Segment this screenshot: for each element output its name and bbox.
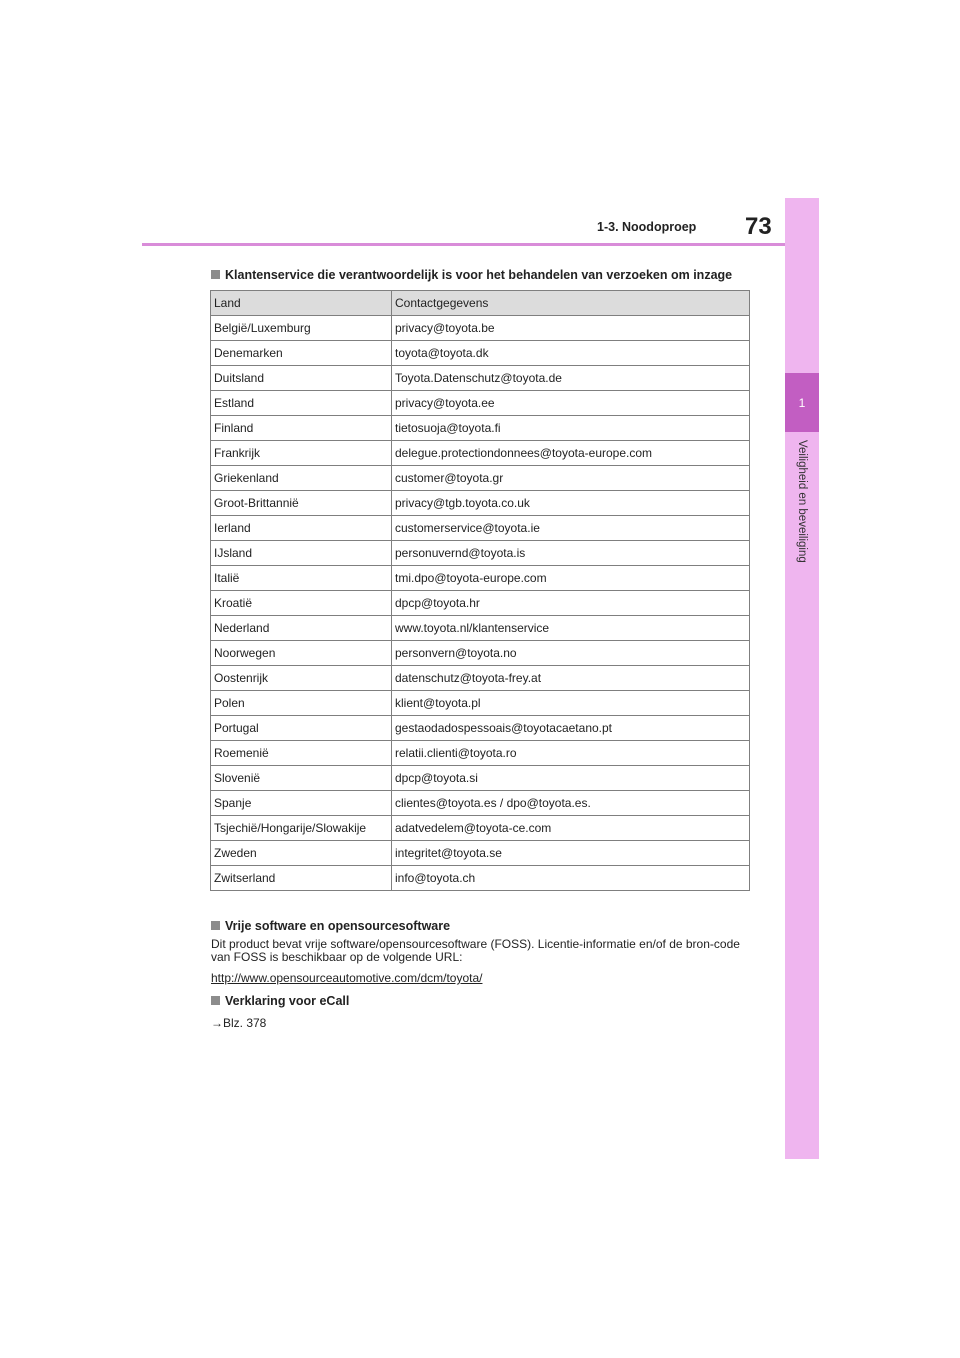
table-row xyxy=(211,366,750,391)
table-row xyxy=(211,441,750,466)
country-cell: Groot-Brittannië xyxy=(211,491,392,516)
country-cell: Denemarken xyxy=(211,341,392,366)
table-row xyxy=(211,491,750,516)
table-row xyxy=(211,716,750,741)
square-bullet-icon xyxy=(211,270,220,279)
contact-cell: dpcp@toyota.si xyxy=(392,766,750,791)
page-number: 73 xyxy=(745,213,772,240)
column-header-country: Land xyxy=(211,291,392,316)
chapter-number: 1 xyxy=(785,373,819,432)
contact-cell: privacy@toyota.ee xyxy=(392,391,750,416)
contact-cell: privacy@toyota.be xyxy=(392,316,750,341)
ecall-heading xyxy=(211,994,349,1008)
table-row xyxy=(211,641,750,666)
table-row xyxy=(211,591,750,616)
contact-cell: klient@toyota.pl xyxy=(392,691,750,716)
contact-cell: relatii.clienti@toyota.ro xyxy=(392,741,750,766)
contact-cell: integritet@toyota.se xyxy=(392,841,750,866)
table-row xyxy=(211,566,750,591)
foss-url-link[interactable]: http://www.opensourceautomotive.com/dcm/toyota/ xyxy=(211,971,483,985)
contact-cell: adatvedelem@toyota-ce.com xyxy=(392,816,750,841)
contact-cell: clientes@toyota.es / dpo@toyota.es. xyxy=(392,791,750,816)
contact-cell: customerservice@toyota.ie xyxy=(392,516,750,541)
contact-cell: dpcp@toyota.hr xyxy=(392,591,750,616)
table-row xyxy=(211,616,750,641)
table-row xyxy=(211,416,750,441)
foss-text: Dit product bevat vrije software/opensourcesoftware (FOSS). Licentie-informatie en/of de bron-code van FOSS is beschikbaar op de volgende URL: xyxy=(211,937,740,964)
country-cell: Italië xyxy=(211,566,392,591)
table-row xyxy=(211,316,750,341)
header-rule xyxy=(142,243,785,246)
square-bullet-icon xyxy=(211,921,220,930)
table-row xyxy=(211,691,750,716)
contact-cell: Toyota.Datenschutz@toyota.de xyxy=(392,366,750,391)
customer-service-heading-text: Klantenservice die verantwoordelijk is voor het behandelen van verzoeken om inzage xyxy=(225,268,733,282)
country-cell: Zwitserland xyxy=(211,866,392,891)
side-tab xyxy=(785,198,819,1159)
contact-cell: personuvernd@toyota.is xyxy=(392,541,750,566)
table-header-row xyxy=(211,291,750,316)
country-cell: Roemenië xyxy=(211,741,392,766)
foss-heading xyxy=(211,919,450,933)
contacts-table xyxy=(210,290,750,891)
customer-service-heading xyxy=(211,268,732,282)
contacts-table-body xyxy=(211,316,750,891)
country-cell: Nederland xyxy=(211,616,392,641)
country-cell: Kroatië xyxy=(211,591,392,616)
country-cell: Duitsland xyxy=(211,366,392,391)
square-bullet-icon xyxy=(211,996,220,1005)
chapter-title: Veiligheid en beveiliging xyxy=(796,440,808,563)
contact-cell: delegue.protectiondonnees@toyota-europe.com xyxy=(392,441,750,466)
table-row xyxy=(211,766,750,791)
country-cell: Spanje xyxy=(211,791,392,816)
country-cell: Slovenië xyxy=(211,766,392,791)
contact-cell: gestaodadospessoais@toyotacaetano.pt xyxy=(392,716,750,741)
ecall-heading-text: Verklaring voor eCall xyxy=(225,994,350,1008)
contact-cell: privacy@tgb.toyota.co.uk xyxy=(392,491,750,516)
contact-cell: tietosuoja@toyota.fi xyxy=(392,416,750,441)
country-cell: Portugal xyxy=(211,716,392,741)
table-row xyxy=(211,791,750,816)
country-cell: Ierland xyxy=(211,516,392,541)
table-row xyxy=(211,466,750,491)
contact-cell: personvern@toyota.no xyxy=(392,641,750,666)
table-row xyxy=(211,816,750,841)
table-row xyxy=(211,341,750,366)
country-cell: Zweden xyxy=(211,841,392,866)
section-title: 1-3. Noodoproep xyxy=(597,220,697,234)
country-cell: Finland xyxy=(211,416,392,441)
table-row xyxy=(211,741,750,766)
column-header-contact: Contactgegevens xyxy=(392,291,750,316)
contact-cell: customer@toyota.gr xyxy=(392,466,750,491)
country-cell: Estland xyxy=(211,391,392,416)
country-cell: Griekenland xyxy=(211,466,392,491)
table-row xyxy=(211,666,750,691)
table-row xyxy=(211,391,750,416)
table-row xyxy=(211,866,750,891)
country-cell: Frankrijk xyxy=(211,441,392,466)
contact-cell: tmi.dpo@toyota-europe.com xyxy=(392,566,750,591)
country-cell: Tsjechië/Hongarije/Slowakije xyxy=(211,816,392,841)
country-cell: IJsland xyxy=(211,541,392,566)
table-row xyxy=(211,516,750,541)
country-cell: België/Luxemburg xyxy=(211,316,392,341)
contact-cell: datenschutz@toyota-frey.at xyxy=(392,666,750,691)
contact-cell: www.toyota.nl/klantenservice xyxy=(392,616,750,641)
ecall-page-reference[interactable]: →Blz. 378 xyxy=(211,1016,267,1030)
country-cell: Oostenrijk xyxy=(211,666,392,691)
country-cell: Polen xyxy=(211,691,392,716)
contact-cell: info@toyota.ch xyxy=(392,866,750,891)
contact-cell: toyota@toyota.dk xyxy=(392,341,750,366)
table-row xyxy=(211,541,750,566)
table-row xyxy=(211,841,750,866)
country-cell: Noorwegen xyxy=(211,641,392,666)
foss-heading-text: Vrije software en opensourcesoftware xyxy=(225,919,451,933)
